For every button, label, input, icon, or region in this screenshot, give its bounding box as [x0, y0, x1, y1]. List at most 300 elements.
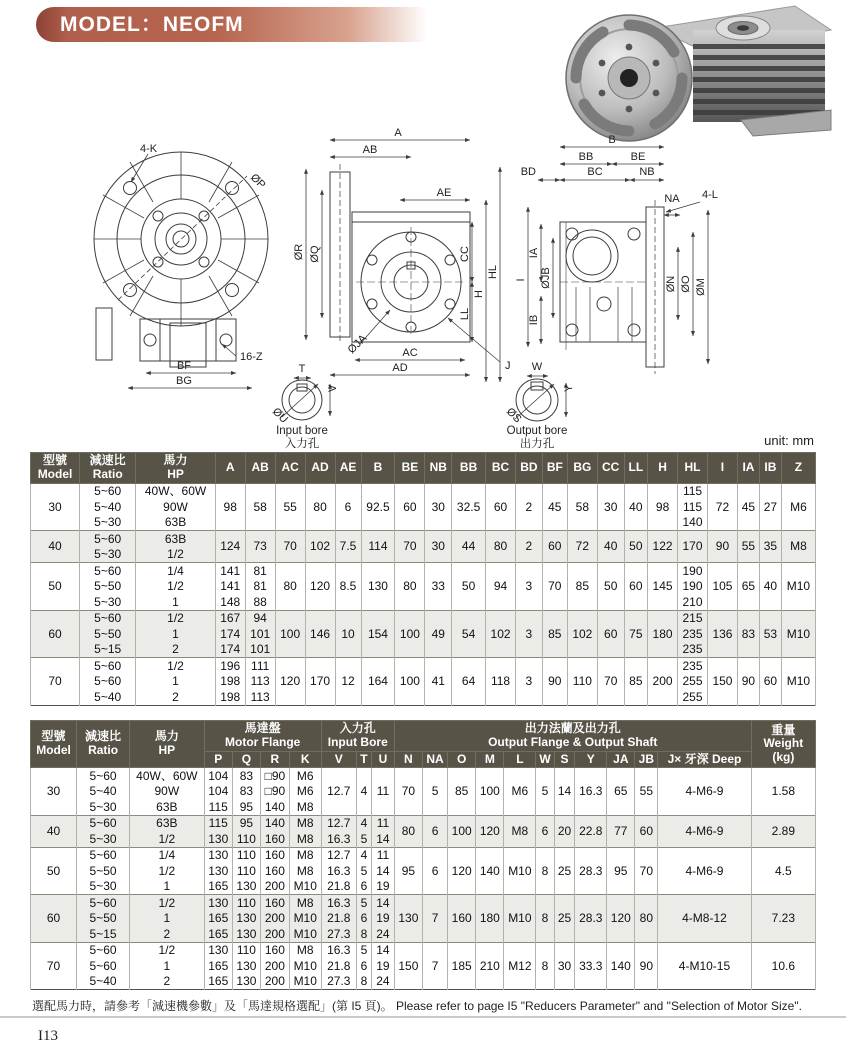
page-number: I13 [38, 1028, 58, 1044]
table-cell: 14 [372, 942, 395, 958]
table-cell: 80 [635, 895, 658, 943]
table-cell: 167 [215, 610, 245, 626]
table-cell: 100 [448, 815, 476, 847]
table-cell: 60 [31, 895, 77, 943]
table-cell: 72 [567, 531, 597, 563]
table-cell: 58 [245, 483, 275, 531]
table-cell: 140 [607, 942, 635, 990]
column-header-hp: 馬力 HP [130, 721, 205, 768]
table-cell: 3 [516, 610, 543, 658]
table-cell: 45 [542, 483, 567, 531]
dim-label: I [515, 278, 527, 282]
table-cell: 8 [356, 974, 371, 990]
table-cell: 65 [607, 768, 635, 816]
table-cell: 3 [516, 658, 543, 706]
table-cell: 6 [422, 815, 447, 847]
table-cell: 5 [356, 942, 371, 958]
table-cell: 200 [260, 879, 289, 895]
table-cell: 28.3 [575, 895, 607, 943]
column-header: S [554, 751, 575, 768]
table-cell: 130 [204, 847, 232, 863]
table-cell: 27 [759, 483, 781, 531]
column-header: M [476, 751, 504, 768]
table-cell: 1/2 [136, 547, 215, 563]
table-cell: 120 [275, 658, 305, 706]
table-cell: 80 [394, 815, 422, 847]
table-cell: 60 [624, 563, 648, 611]
table-cell: 5~60 [77, 942, 130, 958]
table-cell: 185 [448, 942, 476, 990]
table-cell: 63B [136, 515, 215, 531]
table-cell: 12.7 [321, 768, 356, 816]
table-cell: 11 [372, 815, 395, 831]
table-cell: 50 [31, 563, 80, 611]
table-cell: 60 [759, 658, 781, 706]
table-cell: 1/2 [130, 831, 205, 847]
table-cell: 210 [476, 942, 504, 990]
table-cell: 40 [597, 531, 624, 563]
table-cell: 33.3 [575, 942, 607, 990]
table-cell: 140 [476, 847, 504, 895]
column-header: Y [575, 751, 607, 768]
table-cell: 5~60 [80, 610, 136, 626]
table-cell: 12 [335, 658, 361, 706]
table-cell: 101 [245, 626, 275, 642]
table-cell: 4-M6-9 [658, 768, 751, 816]
table-cell: 25 [554, 895, 575, 943]
table-cell: 81 [245, 563, 275, 579]
table-cell: 5~60 [80, 531, 136, 547]
back-view-drawing [528, 147, 708, 374]
table-cell: 83 [232, 784, 260, 800]
dimension-table-wrap [30, 452, 816, 706]
table-cell: 8 [536, 847, 554, 895]
table-cell: 27.3 [321, 926, 356, 942]
column-header: NB [425, 453, 452, 484]
table-cell: 130 [232, 926, 260, 942]
table-cell: M10 [289, 974, 321, 990]
table-cell: 8 [356, 926, 371, 942]
table-cell: 90 [542, 658, 567, 706]
dim-label: ØU [269, 405, 291, 426]
technical-drawings [0, 112, 846, 450]
table-cell: 145 [648, 563, 678, 611]
table-cell: 60 [597, 610, 624, 658]
column-header: A [215, 453, 245, 484]
table-cell: 63B [130, 815, 205, 831]
table-cell: 60 [486, 483, 516, 531]
table-cell: 1.58 [751, 768, 815, 816]
table-cell: 122 [648, 531, 678, 563]
column-header: AB [245, 453, 275, 484]
table-cell: 4-M8-12 [658, 895, 751, 943]
page-title: MODEL：NEOFM [36, 7, 436, 42]
table-cell: 130 [394, 895, 422, 943]
table-cell: 160 [448, 895, 476, 943]
table-cell: 45 [737, 483, 759, 531]
table-cell: 83 [737, 610, 759, 658]
table-cell: 6 [356, 911, 371, 927]
table-cell: M10 [781, 610, 815, 658]
table-cell: 200 [260, 926, 289, 942]
table-cell: 35 [759, 531, 781, 563]
table-cell: 5~15 [77, 926, 130, 942]
table-cell: 235 [678, 642, 708, 658]
table-cell: 14 [372, 895, 395, 911]
table-cell: 100 [395, 610, 425, 658]
dim-label: BG [176, 375, 192, 387]
column-header: R [260, 751, 289, 768]
table-cell: 160 [260, 847, 289, 863]
table-cell: 113 [245, 689, 275, 705]
table-cell: 130 [232, 879, 260, 895]
table-cell: 5~50 [80, 626, 136, 642]
column-header: T [356, 751, 371, 768]
table-cell: 150 [394, 942, 422, 990]
table-cell: 63B [130, 799, 205, 815]
table-cell: 141 [215, 579, 245, 595]
table-cell: 19 [372, 958, 395, 974]
table-cell: 5~30 [80, 547, 136, 563]
table-cell: 16.3 [321, 863, 356, 879]
table-cell: 14 [372, 831, 395, 847]
table-cell: 5~30 [80, 515, 136, 531]
column-header: HL [678, 453, 708, 484]
table-cell: 80 [305, 483, 335, 531]
table-cell: 2 [130, 926, 205, 942]
input-bore-drawing [282, 378, 330, 420]
table-cell: 94 [486, 563, 516, 611]
table-cell: 130 [204, 895, 232, 911]
table-cell: 8 [536, 942, 554, 990]
table-cell: 4-M6-9 [658, 847, 751, 895]
dim-label: T [298, 363, 306, 375]
table-cell: 40 [31, 531, 80, 563]
table-cell: 54 [452, 610, 486, 658]
table-cell: M8 [289, 942, 321, 958]
table-cell: 130 [204, 863, 232, 879]
dim-label: AE [436, 187, 452, 199]
table-cell: M10 [781, 563, 815, 611]
table-cell: 85 [624, 658, 648, 706]
column-header: Z [781, 453, 815, 484]
dim-label: IA [528, 247, 540, 259]
table-cell: M8 [289, 895, 321, 911]
table-cell: 5~60 [80, 563, 136, 579]
dim-label: 4-K [140, 143, 158, 155]
column-header: N [394, 751, 422, 768]
column-header: LL [624, 453, 648, 484]
table-cell: 7 [422, 895, 447, 943]
table-cell: M10 [289, 879, 321, 895]
table-cell: 16.3 [321, 895, 356, 911]
table-cell: 24 [372, 974, 395, 990]
table-cell: 102 [305, 531, 335, 563]
table-cell: M12 [504, 942, 536, 990]
column-header: BC [486, 453, 516, 484]
table-cell: 196 [215, 658, 245, 674]
dim-label: LL [459, 307, 471, 321]
table-cell: M10 [289, 911, 321, 927]
table-cell: 130 [232, 958, 260, 974]
table-cell: 4.5 [751, 847, 815, 895]
dim-label: BB [578, 151, 594, 163]
table-cell: 165 [204, 958, 232, 974]
table-cell: 44 [452, 531, 486, 563]
table-cell: 92.5 [361, 483, 395, 531]
table-cell: 10 [335, 610, 361, 658]
table-cell: 40W、60W [136, 483, 215, 499]
table-cell: 40 [624, 483, 648, 531]
table-cell: 150 [708, 658, 738, 706]
column-header: L [504, 751, 536, 768]
table-cell: 110 [567, 658, 597, 706]
column-group-motor-flange: 馬達盤 Motor Flange [204, 721, 321, 752]
table-cell: 140 [260, 799, 289, 815]
dim-label: B [608, 134, 616, 146]
column-header: H [648, 453, 678, 484]
table-cell: 7.23 [751, 895, 815, 943]
table-cell: 1/2 [130, 895, 205, 911]
table-cell: 14 [554, 768, 575, 816]
table-cell: 55 [737, 531, 759, 563]
table-cell: 110 [232, 863, 260, 879]
table-cell: 11 [372, 768, 395, 816]
column-header: B [361, 453, 395, 484]
table-cell: 5~50 [77, 911, 130, 927]
table-cell: 110 [232, 847, 260, 863]
table-cell: 105 [708, 563, 738, 611]
table-cell: 73 [245, 531, 275, 563]
table-cell: 58 [567, 483, 597, 531]
table-cell: 98 [215, 483, 245, 531]
table-row [31, 895, 816, 911]
table-cell: 180 [648, 610, 678, 658]
table-cell: 90W [130, 784, 205, 800]
table-cell: 49 [425, 610, 452, 658]
dim-label: NB [639, 166, 655, 178]
table-cell: 25 [554, 847, 575, 895]
table-cell: 115 [678, 499, 708, 515]
table-cell: 102 [486, 610, 516, 658]
dim-label: NA [664, 193, 680, 205]
table-cell: 90 [737, 658, 759, 706]
footer-rule [0, 1016, 846, 1018]
table-cell: 2 [130, 974, 205, 990]
table-cell: 120 [448, 847, 476, 895]
table-cell: □90 [260, 784, 289, 800]
table-cell: 165 [204, 974, 232, 990]
dim-label: W [531, 361, 543, 373]
table-cell: 55 [275, 483, 305, 531]
table-cell: 130 [204, 942, 232, 958]
table-cell: 180 [476, 895, 504, 943]
table-cell: 10.6 [751, 942, 815, 990]
table-cell: 164 [361, 658, 395, 706]
column-header-ratio: 減速比 Ratio [80, 453, 136, 484]
table-cell: 70 [394, 768, 422, 816]
table-cell: 63B [136, 531, 215, 547]
table-cell: 1 [130, 911, 205, 927]
drawing-labels [140, 127, 718, 450]
dim-label: A [394, 127, 402, 139]
table-cell: 130 [232, 974, 260, 990]
table-cell: 80 [395, 563, 425, 611]
dim-label: H [473, 290, 485, 298]
table-cell: 115 [204, 815, 232, 831]
table-cell: 154 [361, 610, 395, 658]
table-cell: 210 [678, 594, 708, 610]
flange-table-wrap [30, 720, 816, 990]
column-header: V [321, 751, 356, 768]
dim-label: 4-L [702, 189, 718, 201]
column-header: AE [335, 453, 361, 484]
table-cell: 16.3 [321, 831, 356, 847]
table-cell: 1 [130, 879, 205, 895]
table-cell: 60 [542, 531, 567, 563]
column-header-ratio: 減速比 Ratio [77, 721, 130, 768]
dim-label: ØS [503, 405, 524, 426]
table-cell: 2 [136, 689, 215, 705]
table-cell: M10 [504, 895, 536, 943]
table-cell: 16.3 [321, 942, 356, 958]
table-cell: 124 [215, 531, 245, 563]
table-cell: 60 [395, 483, 425, 531]
table-cell: 4 [356, 847, 371, 863]
table-cell: 65 [737, 563, 759, 611]
table-cell: 11 [372, 847, 395, 863]
table-cell: 5 [536, 768, 554, 816]
table-cell: 118 [486, 658, 516, 706]
column-header: IB [759, 453, 781, 484]
column-header-weight: 重量 Weight (kg) [751, 721, 815, 768]
dim-label: ØN [665, 275, 677, 293]
table-cell: 140 [678, 515, 708, 531]
table-cell: 5~15 [80, 642, 136, 658]
table-cell: 2 [516, 531, 543, 563]
table-cell: 200 [260, 974, 289, 990]
footnote [32, 997, 824, 1014]
table-cell: 235 [678, 658, 708, 674]
table-cell: 100 [395, 658, 425, 706]
table-cell: 81 [245, 579, 275, 595]
table-cell: 5~60 [80, 674, 136, 690]
table-row [31, 768, 816, 784]
table-cell: 21.8 [321, 958, 356, 974]
input-bore-caption-zh: 入力孔 [284, 438, 320, 450]
table-cell: M8 [289, 863, 321, 879]
table-cell: 7.5 [335, 531, 361, 563]
column-group-input-bore: 入力孔 Input Bore [321, 721, 394, 752]
table-cell: 30 [425, 531, 452, 563]
dim-label: AD [392, 362, 408, 374]
table-cell: 80 [486, 531, 516, 563]
dim-label: HL [487, 264, 499, 280]
table-cell: 160 [260, 831, 289, 847]
table-cell: M10 [781, 658, 815, 706]
table-cell: 50 [624, 531, 648, 563]
table-cell: 40 [759, 563, 781, 611]
output-bore-drawing [515, 376, 566, 421]
table-cell: 5~30 [77, 831, 130, 847]
table-cell: 70 [31, 942, 77, 990]
table-cell: 165 [204, 911, 232, 927]
table-cell: 60 [635, 815, 658, 847]
column-header-model: 型號 Model [31, 721, 77, 768]
table-cell: 190 [678, 563, 708, 579]
table-cell: 14 [372, 863, 395, 879]
table-cell: 24 [372, 926, 395, 942]
table-row [31, 942, 816, 958]
footnote-zh: 選配馬力時，請參考「減速機參數」及「馬達規格選配」(第 I5 頁)。 [32, 999, 393, 1013]
table-cell: 146 [305, 610, 335, 658]
output-bore-caption-zh: 出力孔 [519, 438, 555, 450]
column-header: K [289, 751, 321, 768]
table-cell: 72 [708, 483, 738, 531]
table-cell: 77 [607, 815, 635, 847]
table-cell: 70 [542, 563, 567, 611]
flange-table [30, 720, 816, 990]
table-cell: 19 [372, 911, 395, 927]
dim-label: Y [563, 384, 575, 392]
column-header: BB [452, 453, 486, 484]
table-cell: □90 [260, 768, 289, 784]
table-cell: 100 [275, 610, 305, 658]
table-cell: 110 [232, 895, 260, 911]
table-row [31, 483, 816, 499]
column-header: J× 牙深 Deep [658, 751, 751, 768]
table-cell: 5~60 [80, 483, 136, 499]
column-header: CC [597, 453, 624, 484]
table-cell: M8 [504, 815, 536, 847]
table-cell: 41 [425, 658, 452, 706]
table-cell: 5 [356, 831, 371, 847]
table-cell: 174 [215, 626, 245, 642]
column-header: AD [305, 453, 335, 484]
table-cell: M8 [781, 531, 815, 563]
column-header: BF [542, 453, 567, 484]
table-cell: 27.3 [321, 974, 356, 990]
table-cell: 88 [245, 594, 275, 610]
table-cell: 136 [708, 610, 738, 658]
table-cell: 200 [260, 911, 289, 927]
table-cell: 6 [356, 958, 371, 974]
column-header: P [204, 751, 232, 768]
table-cell: 64 [452, 658, 486, 706]
dim-label: BC [587, 166, 603, 178]
table-cell: 6 [536, 815, 554, 847]
dim-label: AB [362, 144, 378, 156]
table-cell: 4-M10-15 [658, 942, 751, 990]
table-cell: 1 [130, 958, 205, 974]
column-header-model: 型號 Model [31, 453, 80, 484]
table-cell: 32.5 [452, 483, 486, 531]
table-cell: 1 [136, 674, 215, 690]
table-cell: M10 [289, 958, 321, 974]
table-cell: 80 [275, 563, 305, 611]
table-cell: 95 [394, 847, 422, 895]
table-cell: 130 [204, 831, 232, 847]
table-cell: 70 [635, 847, 658, 895]
column-header: NA [422, 751, 447, 768]
table-cell: 95 [607, 847, 635, 895]
dim-label: CC [459, 246, 471, 262]
dim-label: BF [176, 360, 192, 372]
table-cell: M8 [289, 847, 321, 863]
table-row [31, 815, 816, 831]
dim-label: 16-Z [240, 351, 263, 363]
table-row [31, 563, 816, 579]
